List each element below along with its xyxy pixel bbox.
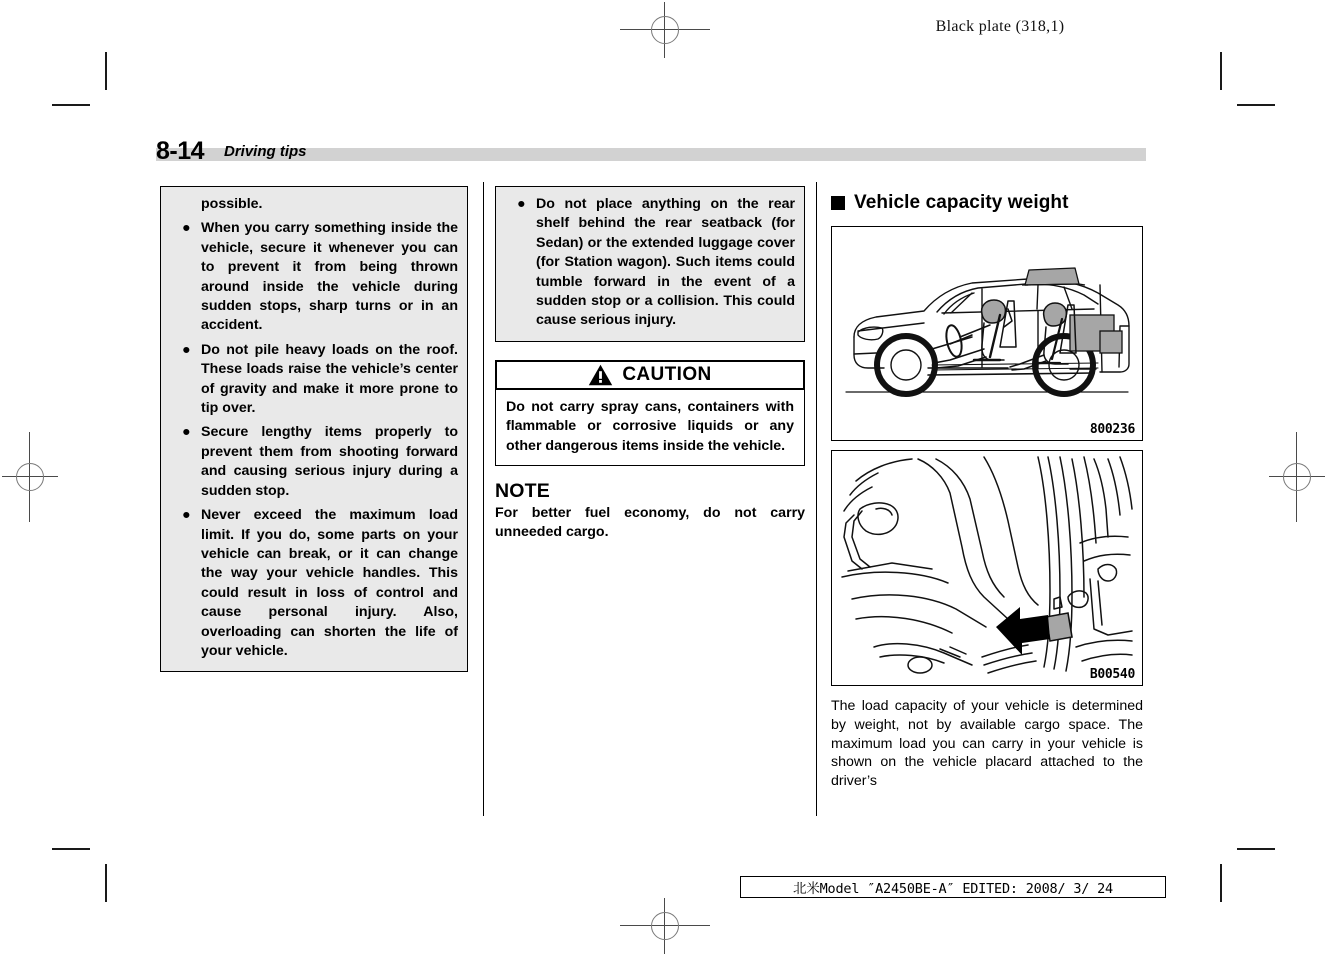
page-number: 8-14 <box>156 137 205 165</box>
crop-mark-top-left-horizontal <box>52 104 90 106</box>
warning-list-middle <box>505 195 795 331</box>
column-right <box>831 186 1143 791</box>
figure-placard-location <box>831 450 1143 686</box>
note-title: NOTE <box>495 480 550 503</box>
section-title: Driving tips <box>224 143 307 160</box>
warning-list-left <box>170 219 458 661</box>
bullet-icon: ● <box>182 341 191 358</box>
warning-lead-fragment: possible. <box>201 196 263 212</box>
list-item <box>170 219 458 335</box>
warning-box-middle <box>495 186 805 342</box>
square-bullet-icon <box>831 196 845 210</box>
crop-mark-top-left-vertical <box>105 52 107 90</box>
column-left <box>160 186 468 672</box>
list-item-text: When you carry something inside the vehicle, secure it whenever you can to prevent it from being thrown around inside the vehicle during sudden stops, sharp turns or in an accident. <box>201 220 458 334</box>
figure-vehicle-side-view <box>831 226 1143 441</box>
registration-mark-top <box>620 2 710 58</box>
figure-id: 800236 <box>1089 422 1135 437</box>
bullet-icon: ● <box>517 196 526 212</box>
bullet-icon: ● <box>182 424 191 441</box>
list-item <box>505 195 795 331</box>
bullet-icon: ● <box>182 507 191 524</box>
registration-mark-left <box>2 432 58 522</box>
vehicle-capacity-weight-heading <box>831 192 1143 214</box>
heading-text: Vehicle capacity weight <box>854 192 1069 213</box>
crop-mark-bottom-left-horizontal <box>52 848 90 850</box>
caution-header <box>495 360 805 390</box>
list-item <box>170 423 458 501</box>
list-item-text: Never exceed the maximum load limit. If you do, some parts on your vehicle can break, or it can change the way your vehicle handles. This could result in loss of control and cause personal injury. Also, overloading can shorten the life of your vehicle. <box>201 507 458 659</box>
column-divider-2 <box>816 182 817 816</box>
column-middle <box>495 186 805 543</box>
list-item <box>170 506 458 661</box>
caution-label: CAUTION <box>622 364 712 386</box>
list-item <box>170 341 458 419</box>
bullet-icon: ● <box>182 220 191 237</box>
footer-edition-box <box>740 876 1166 898</box>
registration-mark-right <box>1269 432 1325 522</box>
column-divider-1 <box>483 182 484 816</box>
crop-mark-bottom-right-horizontal <box>1237 848 1275 850</box>
crop-mark-top-right-vertical <box>1220 52 1222 90</box>
list-item-text: Do not pile heavy loads on the roof. These loads raise the vehicle’s center of gravity and make it more prone to tip over. <box>201 341 458 417</box>
figure-id: B00540 <box>1089 667 1135 682</box>
warning-box-left <box>160 186 468 672</box>
caution-text: Do not carry spray cans, containers with flammable or corrosive liquids or any other dangerous items inside the vehicle. <box>506 398 794 454</box>
list-item-text: Secure lengthy items properly to prevent them from shooting forward and causing serious injury during a sudden stop. <box>201 424 458 499</box>
crop-mark-bottom-right-vertical <box>1220 864 1222 902</box>
warning-triangle-icon <box>588 364 613 386</box>
list-item-text: Do not place anything on the rear shelf behind the rear seatback (for Sedan) or the extended luggage cover (for Station wagon). Such items could tumble forward in the event of a sudden stop or a collision. This could cause serious injury. <box>536 196 795 329</box>
black-plate-label: Black plate (318,1) <box>935 18 1065 35</box>
registration-mark-bottom <box>620 898 710 954</box>
crop-mark-top-right-horizontal <box>1237 104 1275 106</box>
note-text: For better fuel economy, do not carry unneeded cargo. <box>495 505 805 541</box>
footer-edition-text: 北米Model ″A2450BE-A″ EDITED: 2008/ 3/ 24 <box>793 881 1113 897</box>
load-capacity-paragraph: The load capacity of your vehicle is determined by weight, not by available cargo space. The maximum load you can carry in your vehicle is shown on the vehicle placard attached to the driver’s <box>831 698 1143 790</box>
crop-mark-bottom-left-vertical <box>105 864 107 902</box>
page-header <box>156 136 1146 166</box>
caution-body <box>495 390 805 466</box>
